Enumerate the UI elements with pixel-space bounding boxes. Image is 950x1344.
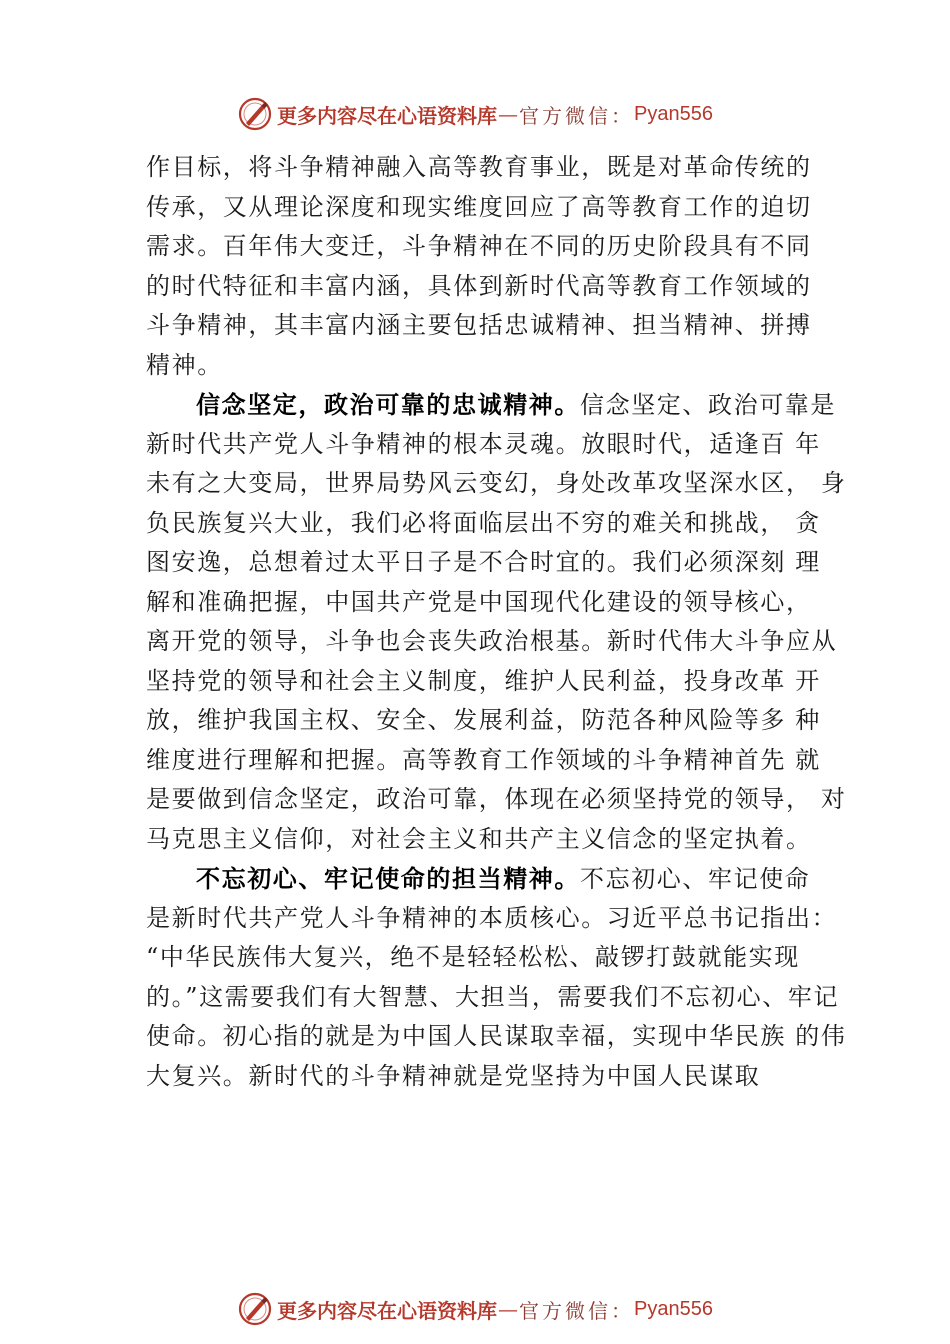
- header-watermark: [0, 92, 950, 136]
- body-line: 大复兴。新时代的斗争精神就是党坚持为中国人民谋取: [146, 1061, 761, 1090]
- section2-heading: 不忘初心、牢记使命的担当精神。: [196, 864, 580, 893]
- document-body: [146, 148, 847, 1096]
- section1-first-line-rest: 信念坚定、政治可靠是: [580, 391, 836, 419]
- body-line: 是要做到信念坚定，政治可靠，体现在必须坚持党的领导， 对: [146, 785, 847, 813]
- body-line: 新时代共产党人斗争精神的根本灵魂。放眼时代，适逢百 年: [146, 429, 821, 458]
- body-line: 是新时代共产党人斗争精神的本质核心。习近平总书记指出：: [146, 903, 838, 932]
- footer-wechat-handle: Pyan556: [634, 1297, 713, 1320]
- header-wechat-label: 官方微信：: [519, 103, 635, 128]
- body-line: 需求。百年伟大变迁，斗争精神在不同的历史阶段具有不同: [146, 232, 812, 260]
- brand-logo-icon: [237, 96, 273, 132]
- body-line: 放，维护我国主权、安全、发展利益，防范各种风险等多 种: [146, 706, 821, 734]
- body-line: “中华民族伟大复兴，绝不是轻轻松松、敲锣打鼓就能实现: [146, 943, 800, 971]
- body-line: 图安逸，总想着过太平日子是不合时宜的。我们必须深刻 理: [146, 548, 821, 576]
- body-line: 作目标，将斗争精神融入高等教育事业，既是对革命传统的: [146, 153, 812, 181]
- section2-first-line: [146, 859, 836, 899]
- body-line: 斗争精神，其丰富内涵主要包括忠诚精神、担当精神、拼搏: [146, 311, 812, 339]
- body-line: 传承，又从理论深度和现实维度回应了高等教育工作的迫切: [146, 192, 812, 221]
- brand-logo-icon: [237, 1291, 273, 1327]
- footer-watermark: [0, 1287, 950, 1331]
- body-line: 离开党的领导，斗争也会丧失政治根基。新时代伟大斗争应从: [146, 627, 838, 655]
- body-line: 未有之大变局，世界局势风云变幻，身处改革攻坚深水区， 身: [146, 469, 847, 497]
- body-line: 维度进行理解和把握。高等教育工作领域的斗争精神首先 就: [146, 745, 821, 774]
- section1-heading: 信念坚定，政治可靠的忠诚精神。: [196, 390, 580, 419]
- section1-first-line: [146, 385, 836, 425]
- footer-brand-text: 更多内容尽在心语资料库: [277, 1298, 498, 1323]
- body-line: 马克思主义信仰，对社会主义和共产主义信念的坚定执着。: [146, 824, 812, 853]
- footer-dash: —: [498, 1297, 519, 1321]
- body-line: 精神。: [146, 350, 223, 379]
- section2-first-line-rest: 不忘初心、牢记使命: [580, 865, 811, 893]
- body-line: 使命。初心指的就是为中国人民谋取幸福，实现中华民族 的伟: [146, 1022, 847, 1050]
- body-line: 的。”这需要我们有大智慧、大担当，需要我们不忘初心、牢记: [146, 982, 840, 1011]
- header-wechat-handle: Pyan556: [634, 102, 713, 125]
- header-brand-text: 更多内容尽在心语资料库: [277, 103, 498, 128]
- body-line: 负民族复兴大业，我们必将面临层出不穷的难关和挑战， 贪: [146, 508, 821, 537]
- body-line: 解和准确把握，中国共产党是中国现代化建设的领导核心，: [146, 587, 812, 616]
- body-line: 坚持党的领导和社会主义制度，维护人民利益，投身改革 开: [146, 666, 821, 695]
- body-line: 的时代特征和丰富内涵，具体到新时代高等教育工作领域的: [146, 271, 812, 300]
- footer-wechat-label: 官方微信：: [519, 1298, 635, 1323]
- header-dash: —: [498, 102, 519, 126]
